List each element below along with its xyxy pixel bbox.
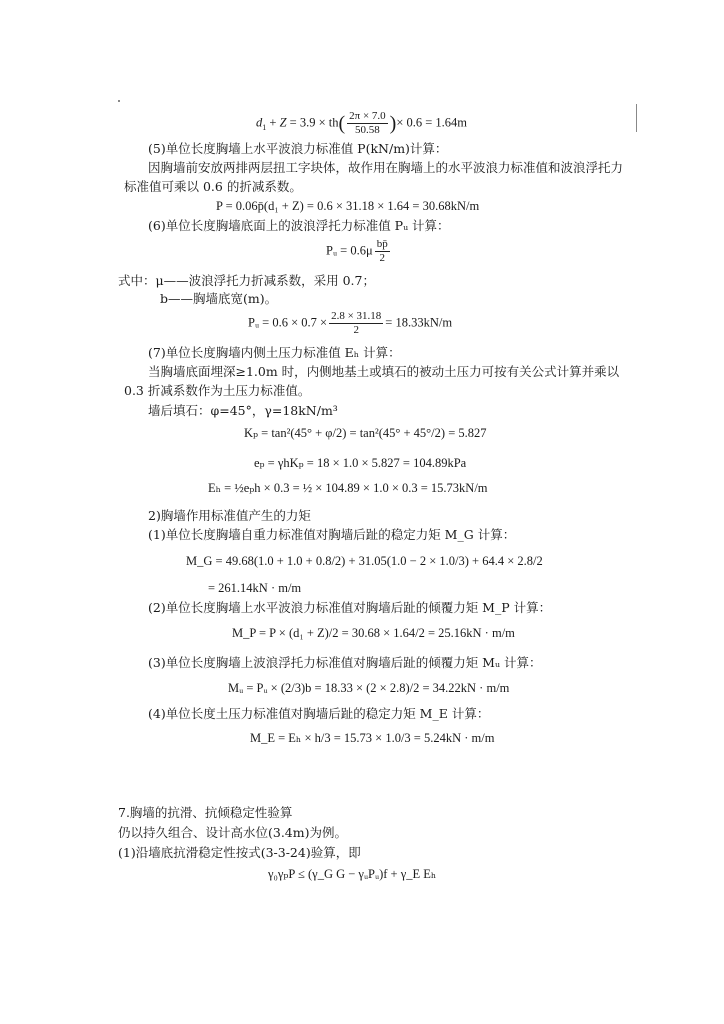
moment4-heading: (4)单位长度土压力标准值对胸墙后趾的稳定力矩 M_E 计算： [148,706,490,721]
equation-d1-z: $d_1 + Z = 3.9 \times th$( $\frac{2\pi \times 7.0}{50.58}$ )× 0.6 = 1.64m [256,110,468,136]
equation-Pu-calc: Pᵤ = 0.6 × 0.7 × $\frac{2.8 \times 31.18}{2}$ = 18.33kN/m [248,310,453,336]
item5-paragraph-line1: 因胸墙前安放两排两层扭工字块体，故作用在胸墙上的水平波浪力标准值和波浪浮托力 [148,160,624,175]
section7-item1: (1)沿墙底抗滑稳定性按式(3-3-24)验算，即 [118,845,361,860]
section2-heading: 2)胸墙作用标准值产生的力矩 [148,508,311,523]
fill-parameters: 墙后填石：φ=45°，γ=18kN/m³ [148,403,338,418]
where-mu: 式中：μ——波浪浮托力折减系数，采用 0.7； [118,273,375,288]
section7-title: 7.胸墙的抗滑、抗倾稳定性验算 [118,805,293,820]
item5-paragraph-line2: 标准值可乘以 0.6 的折减系数。 [124,179,302,194]
section7-paragraph: 仍以持久组合、设计高水位(3.4m)为例。 [118,825,347,840]
equation-ep: eₚ = γhKₚ = 18 × 1.0 × 5.827 = 104.89kPa [254,456,467,470]
moment2-heading: (2)单位长度胸墙上水平波浪力标准值对胸墙后趾的倾覆力矩 M_P 计算： [148,600,552,615]
equation-sliding-stability: γ₀γₚP ≤ (γ_G G − γᵤPᵤ)f + γ_E Eₕ [268,867,437,881]
equation-Pu: Pᵤ = 0.6μ $\frac{bp̄}{2}$ [326,238,388,264]
item7-heading: (7)单位长度胸墙内侧土压力标准值 Eₕ 计算： [148,345,401,360]
where-b: b——胸墙底宽(m)。 [160,291,278,306]
equation-Kp: Kₚ = tan²(45° + φ/2) = tan²(45° + 45°/2) = 5.827 [244,426,487,440]
equation-Mu: Mᵤ = Pᵤ × (2/3)b = 18.33 × (2 × 2.8)/2 = 34.22kN · m/m [228,681,510,695]
moment1-heading: (1)单位长度胸墙自重力标准值对胸墙后趾的稳定力矩 M_G 计算： [148,527,516,542]
item6-heading: (6)单位长度胸墙底面上的波浪浮托力标准值 Pᵤ 计算： [148,218,450,233]
equation-MG-result: = 261.14kN · m/m [208,581,302,595]
item7-paragraph-line2: 0.3 折减系数作为土压力标准值。 [124,383,311,398]
item5-heading: (5)单位长度胸墙上水平波浪力标准值 P(kN/m)计算： [148,141,448,156]
moment3-heading: (3)单位长度胸墙上波浪浮托力标准值对胸墙后趾的倾覆力矩 Mᵤ 计算： [148,655,542,670]
equation-MG: M_G = 49.68(1.0 + 1.0 + 0.8/2) + 31.05(1.0 − 2 × 1.0/3) + 64.4 × 2.8/2 [186,554,543,568]
equation-ME: M_E = Eₕ × h/3 = 15.73 × 1.0/3 = 5.24kN · m/m [250,731,495,745]
equation-MP: M_P = P × (d₁ + Z)/2 = 30.68 × 1.64/2 = 25.16kN · m/m [232,626,515,640]
item7-paragraph-line1: 当胸墙底面埋深≥1.0m 时，内侧地基土或填石的被动土压力可按有关公式计算并乘以 [148,364,620,379]
equation-Eb: Eₕ = ½eₚh × 0.3 = ½ × 104.89 × 1.0 × 0.3 = 15.73kN/m [208,481,488,495]
scan-mark [636,104,637,132]
equation-P: P = 0.06p̄(d₁ + Z) = 0.6 × 31.18 × 1.64 = 30.68kN/m [216,199,480,213]
scan-speck [118,100,120,102]
